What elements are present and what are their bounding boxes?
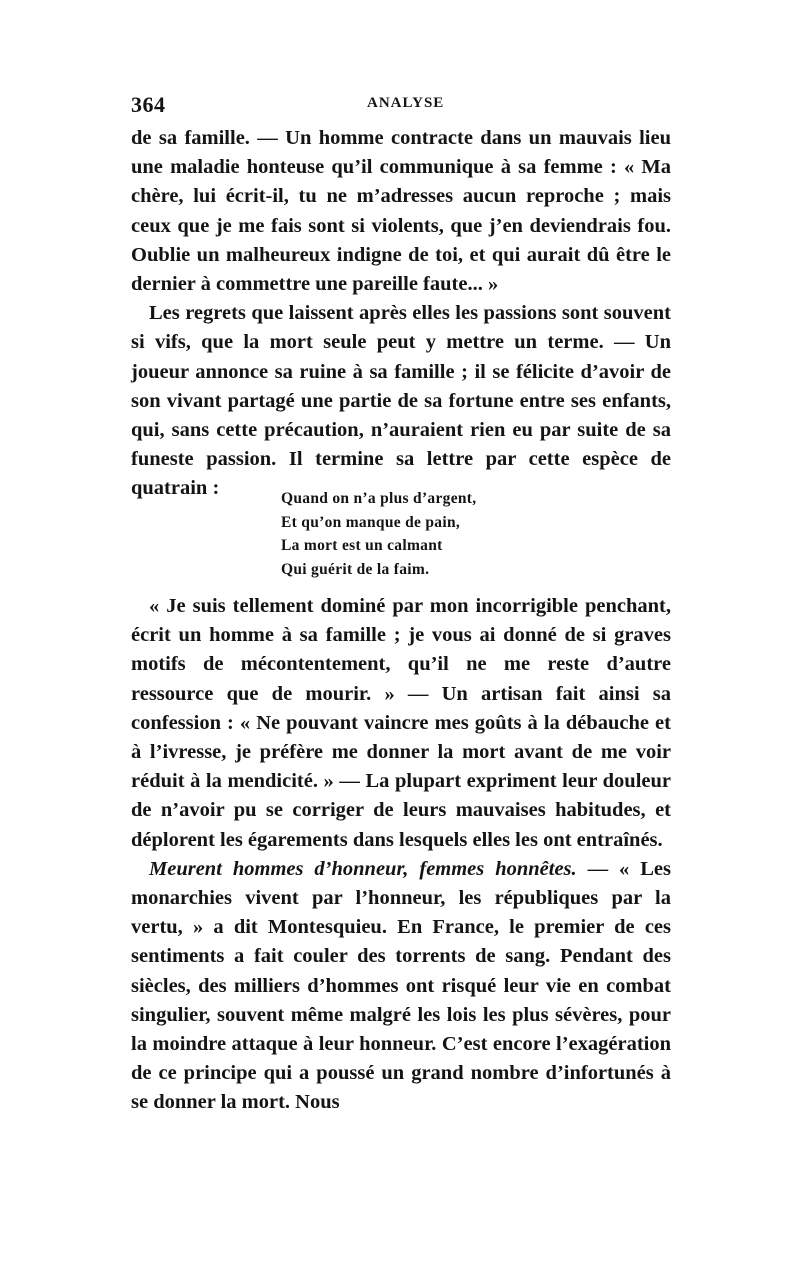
paragraph-regrets: Les regrets que laissent après elles les passions sont souvent si vifs, que la mort seule peut y mettre un terme. — Un joueur annonce sa ruine à sa famille ; il se félicite d’avoir de son vivant partagé une partie de sa fortune entre ses enfants, qui, sans cette précaution, n’auraient rien eu par suite de sa funeste passion. Il termine sa lettre par cette espèce de quatrain : — [131, 302, 671, 500]
text-block-bottom — [131, 592, 671, 1118]
poem-line: La mort est un calmant — [281, 537, 443, 554]
paragraph-honneur-text: — « Les monarchies vivent par l’honneur, les républiques par la vertu, » a dit Montesquieu. En France, le premier de ces sentiments a fait couler des torrents de sang. Pendant des siècles, des milliers d’hommes ont risqué leur vie en combat singulier, souvent même malgré les lois les plus sévères, pour la moindre attaque à leur honneur. C’est encore l’exagération de ce principe qui a poussé un grand nombre d’infortunés à se donner la mort. Nous — [131, 857, 671, 1114]
italic-lead: Meurent hommes d’honneur, femmes honnêtes. — [149, 857, 577, 880]
page-header — [131, 92, 671, 120]
poem-line: Qui guérit de la faim. — [281, 560, 430, 578]
paragraph-continued: de sa famille. — Un homme contracte dans un mauvais lieu une maladie honteuse qu’il communique à sa femme : « Ma chère, lui écrit-il, tu ne m’adresses aucun reproche ; mais ceux que je me fais sont si violents, que j’en deviendrais fou. Oublie un malheureux indigne de toi, et qui aurait dû être le dernier à commettre une pareille faute... » — [131, 127, 671, 296]
quatrain — [281, 487, 581, 581]
page-number: 364 — [131, 92, 166, 117]
paragraph-confessions: « Je suis tellement dominé par mon incorrigible penchant, écrit un homme à sa famille ; je vous ai donné de si graves motifs de mécontentement, qu’il ne me reste d’autre ressource que de mourir. » — Un artisan fait ainsi sa confession : « Ne pouvant vaincre mes goûts à la débauche et à l’ivresse, je préfère me donner la mort avant de me voir réduit à la mendicité. » — La plupart expriment leur douleur de n’avoir pu se corriger de leurs mauvaises habitudes, et déplorent les égarements dans lesquels elles les ont entraînés. — [131, 595, 671, 851]
paragraph-honneur — [131, 855, 671, 1118]
running-title: ANALYSE — [367, 95, 445, 111]
poem-line: Quand on n’a plus d’argent, — [281, 490, 477, 507]
poem-line: Et qu’on manque de pain, — [281, 513, 461, 531]
text-block-top — [131, 124, 671, 504]
